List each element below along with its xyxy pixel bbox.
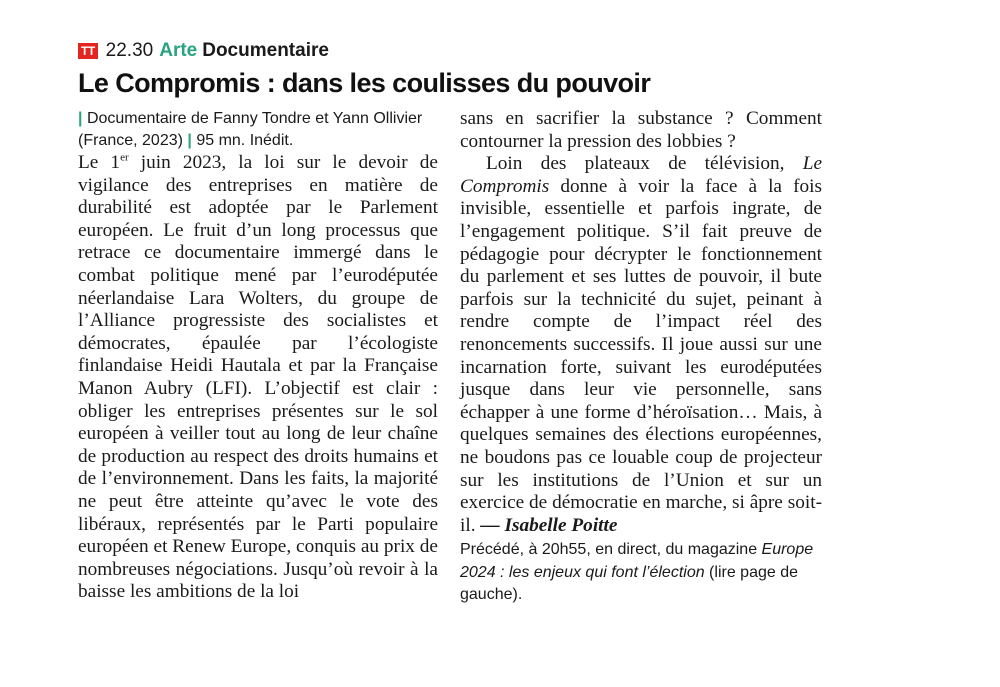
separator-bar: | bbox=[78, 110, 83, 127]
duration: 95 mn. Inédit. bbox=[196, 132, 294, 149]
paragraph-1-continued: sans en sacrifier la substance ? Comment contourner la pression des lobbies ? bbox=[460, 108, 822, 152]
p2-start: Loin des plateaux de télévision, bbox=[486, 153, 803, 175]
program-header bbox=[78, 40, 329, 62]
magazine-title: Europe 2024 : les enjeux qui font l’élection bbox=[460, 541, 814, 581]
paragraph-2 bbox=[460, 153, 822, 537]
channel-name: Arte bbox=[159, 40, 198, 61]
article-title: Le Compromis : dans les coulisses du pouvoir bbox=[78, 68, 651, 98]
author-signature: — Isabelle Poitte bbox=[480, 514, 618, 536]
left-column bbox=[78, 108, 438, 604]
separator-bar-2: | bbox=[187, 132, 192, 149]
paragraph-1 bbox=[78, 152, 438, 604]
credits-text: Documentaire de Fanny Tondre et Yann Ollivier (France, 2023) bbox=[78, 110, 423, 149]
p1-start: Le 1 bbox=[78, 152, 121, 173]
note-intro: Précédé, à 20h55, en direct, du magazine bbox=[460, 541, 762, 559]
ordinal-superscript: er bbox=[120, 151, 129, 164]
p1-text: juin 2023, la loi sur le devoir de vigilance des entreprises en matière de durabilité est adoptée par le Parlement européen. Le fruit d’un long processus que retrace ce documentaire immergé dans le combat politique mené par l’eurodéputée néerlandaise Lara Wolters, du groupe de l’Alliance progressiste des socialistes et démocrates, épaulée par l’écologiste finlandaise Heidi Hautala et par la Française Manon Aubry (LFI). L’objectif est clair : obliger les entreprises présentes sur le sol européen à veiller tout au long de leur chaîne de production au respect des droits humains et de l’environnement. Dans les faits, la majorité ne peut être atteinte qu’avec le vote des libéraux, représentés par le Parti populaire européen et Renew Europe, conquis au prix de nombreuses négociations. Jusqu’où revoir à la baisse les ambitions de la loi bbox=[78, 152, 438, 603]
note-end: (lire page de gauche). bbox=[460, 563, 798, 604]
program-category: Documentaire bbox=[202, 40, 329, 61]
credits bbox=[78, 108, 438, 152]
preceding-program-note bbox=[460, 539, 822, 607]
p2-text: donne à voir la face à la fois invisible, essentielle et parfois ingrate, de l’engagement politique. S’il fait preuve de pédagogie pour décrypter le fonctionnement du parlement et ses luttes de pouvoir, il bute parfois sur la technicité du sujet, peinant à rendre compte de l’impact réel des renoncements successifs. Il joue aussi sur une incarnation forte, suivant les eurodéputées jusque dans leur vie personnelle, sans échapper à une forme d’héroïsation… Mais, à quelques semaines des élections européennes, ne boudons pas ce louable coup de projecteur sur les institutions de l’Union et sur un exercice de démocratie en marche, si âpre soit-il. bbox=[460, 175, 822, 536]
telerama-logo: TT bbox=[78, 43, 98, 59]
broadcast-time: 22.30 bbox=[105, 40, 154, 61]
film-title-italic: Le Compromis bbox=[460, 153, 822, 197]
right-column bbox=[460, 108, 822, 607]
